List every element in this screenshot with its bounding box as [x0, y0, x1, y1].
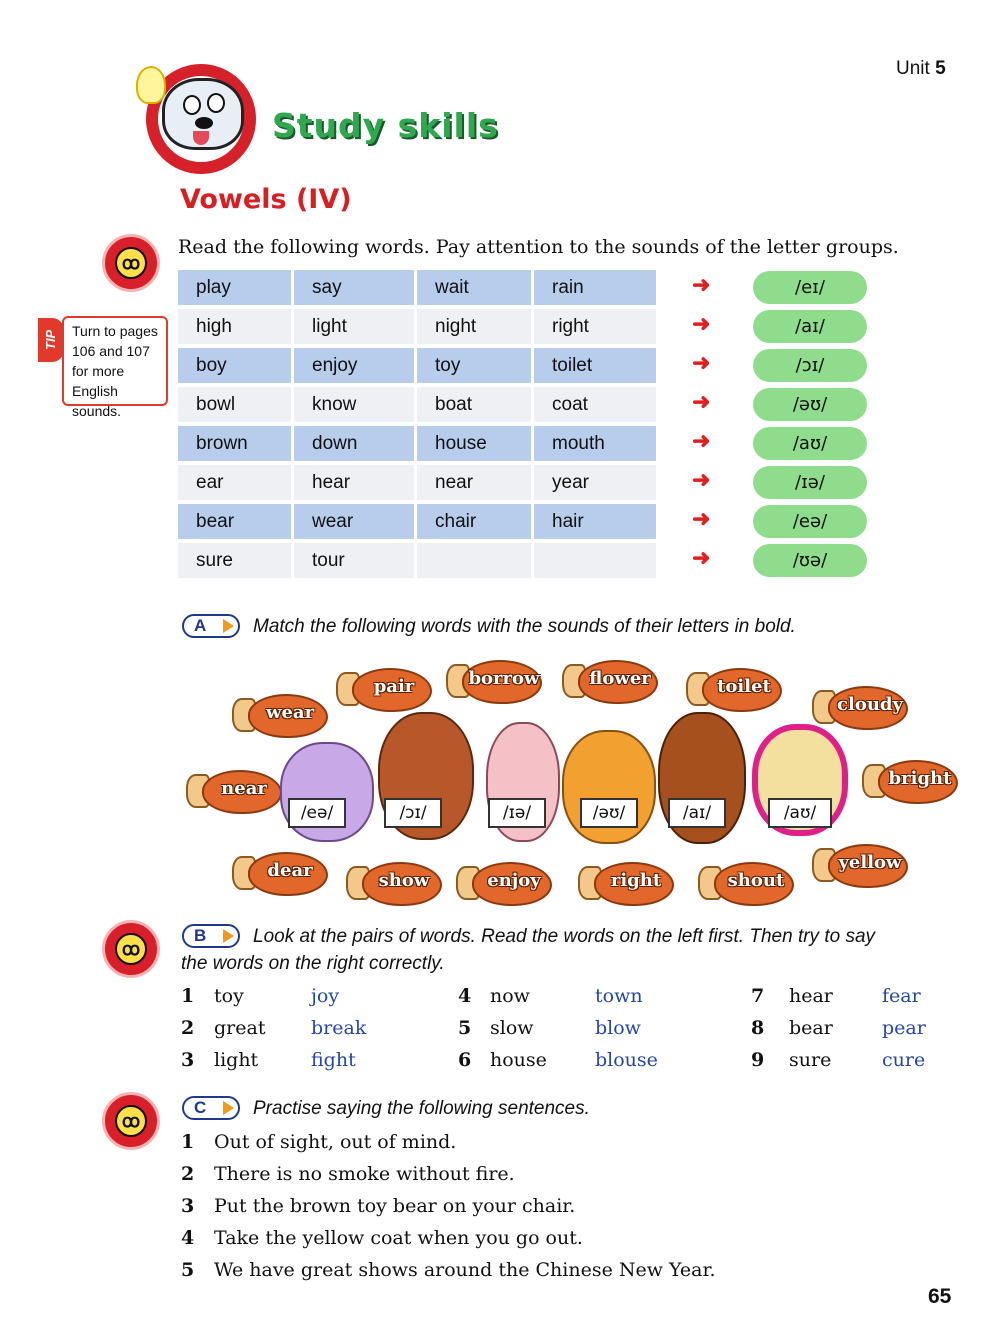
table-row: boy enjoy toy toilet ➜ /ɔɪ/ [178, 346, 656, 385]
table-row: high light night right ➜ /aɪ/ [178, 307, 656, 346]
phonetic-symbol: /ʊə/ [753, 544, 867, 577]
sentence-text: We have great shows around the Chinese New Year. [214, 1259, 716, 1281]
unit-label: Unit 5 [896, 58, 946, 79]
exercise-b-instruction: Look at the pairs of words. Read the words on the left first. Then try to say [253, 926, 876, 947]
acorn-word[interactable]: pair [336, 664, 432, 714]
sentence-number: 1 [181, 1131, 195, 1153]
table-row: sure tour ➜ /ʊə/ [178, 541, 656, 580]
sentence-number: 5 [181, 1259, 195, 1281]
exercise-c-badge: C [182, 1096, 240, 1120]
pair-number: 3 [181, 1049, 195, 1071]
acorn-word[interactable]: near [186, 766, 282, 816]
pair-number: 6 [458, 1049, 472, 1071]
sound-sign: /ɔɪ/ [384, 798, 442, 828]
lightbulb-icon [136, 66, 166, 104]
pair-right-word: fear [882, 985, 921, 1007]
acorn-word[interactable]: enjoy [456, 858, 552, 908]
arrow-icon: ➜ [692, 545, 711, 570]
pair-number: 4 [458, 985, 472, 1007]
pair-number: 7 [751, 985, 765, 1007]
sound-sign: /ɪə/ [488, 798, 546, 828]
pair-number: 9 [751, 1049, 765, 1071]
sentence-number: 3 [181, 1195, 195, 1217]
sentence-text: Take the yellow coat when you go out. [214, 1227, 583, 1249]
pair-left-word: now [490, 985, 530, 1007]
pair-left-word: bear [789, 1017, 833, 1039]
pair-left-word: toy [214, 985, 244, 1007]
arrow-icon: ➜ [692, 350, 711, 375]
sentence-text: Put the brown toy bear on your chair. [214, 1195, 576, 1217]
table-row: play say wait rain ➜ /eɪ/ [178, 268, 656, 307]
dog-mascot-icon [162, 78, 244, 150]
pair-right-word: blouse [595, 1049, 658, 1071]
table-row: ear hear near year ➜ /ɪə/ [178, 463, 656, 502]
exercise-b-badge: B [182, 924, 240, 948]
pair-right-word: break [311, 1017, 367, 1039]
pair-left-word: light [214, 1049, 259, 1071]
phonetic-symbol: /aɪ/ [753, 310, 867, 343]
acorn-word[interactable]: wear [232, 690, 328, 740]
arrow-icon: ➜ [692, 467, 711, 492]
sentence-number: 4 [181, 1227, 195, 1249]
pair-right-word: pear [882, 1017, 926, 1039]
exercise-c-instruction: Practise saying the following sentences. [253, 1098, 590, 1119]
acorn-word[interactable]: toilet [686, 664, 782, 714]
pair-number: 1 [181, 985, 195, 1007]
acorn-word[interactable]: bright [862, 756, 958, 806]
pair-right-word: joy [311, 985, 340, 1007]
phonetic-symbol: /əʊ/ [753, 388, 867, 421]
page-number: 65 [928, 1285, 952, 1308]
sentence-text: There is no smoke without fire. [214, 1163, 515, 1185]
sentence-text: Out of sight, out of mind. [214, 1131, 457, 1153]
pair-right-word: fight [311, 1049, 356, 1071]
arrow-icon: ➜ [692, 389, 711, 414]
exercise-b-instruction-cont: the words on the right correctly. [181, 953, 445, 974]
sound-sign: /eə/ [288, 798, 346, 828]
intro-text: Read the following words. Pay attention to the sounds of the letter groups. [178, 236, 899, 258]
acorn-word[interactable]: borrow [446, 656, 542, 706]
audio-icon[interactable]: ꝏ [102, 234, 160, 292]
phonetic-symbol: /ɔɪ/ [753, 349, 867, 382]
pair-left-word: sure [789, 1049, 832, 1071]
section-heading: Study skills [272, 106, 499, 145]
phonetic-symbol: /eə/ [753, 505, 867, 538]
table-row: brown down house mouth ➜ /aʊ/ [178, 424, 656, 463]
sound-sign: /aʊ/ [768, 798, 832, 828]
acorn-word[interactable]: dear [232, 848, 328, 898]
pair-number: 5 [458, 1017, 472, 1039]
acorn-word[interactable]: right [578, 858, 674, 908]
pair-left-word: slow [490, 1017, 534, 1039]
acorn-word[interactable]: cloudy [812, 682, 908, 732]
pair-left-word: house [490, 1049, 547, 1071]
pair-left-word: hear [789, 985, 833, 1007]
arrow-icon: ➜ [692, 506, 711, 531]
table-row: bowl know boat coat ➜ /əʊ/ [178, 385, 656, 424]
pair-right-word: town [595, 985, 643, 1007]
pair-left-word: great [214, 1017, 266, 1039]
acorn-word[interactable]: yellow [812, 840, 908, 890]
pair-number: 8 [751, 1017, 765, 1039]
pair-number: 2 [181, 1017, 195, 1039]
exercise-a-badge: A [182, 614, 240, 638]
audio-icon[interactable]: ꝏ [102, 920, 160, 978]
pair-right-word: cure [882, 1049, 926, 1071]
arrow-icon: ➜ [692, 311, 711, 336]
acorn-word[interactable]: flower [562, 656, 658, 706]
table-row: bear wear chair hair ➜ /eə/ [178, 502, 656, 541]
tip-box: Turn to pages 106 and 107 for more English sounds. [62, 316, 168, 406]
arrow-icon: ➜ [692, 428, 711, 453]
phonetic-symbol: /ɪə/ [753, 466, 867, 499]
phonetic-symbol: /eɪ/ [753, 271, 867, 304]
acorn-word[interactable]: shout [698, 858, 794, 908]
sound-sign: /əʊ/ [580, 798, 638, 828]
tip-tab: TIP [38, 318, 64, 362]
sentence-number: 2 [181, 1163, 195, 1185]
page-title: Vowels (IV) [180, 184, 352, 215]
sound-sign: /aɪ/ [668, 798, 726, 828]
vowel-table [178, 268, 828, 580]
exercise-a-instruction: Match the following words with the sounds of their letters in bold. [253, 616, 796, 637]
pair-right-word: blow [595, 1017, 641, 1039]
arrow-icon: ➜ [692, 272, 711, 297]
acorn-word[interactable]: show [346, 858, 442, 908]
phonetic-symbol: /aʊ/ [753, 427, 867, 460]
audio-icon[interactable]: ꝏ [102, 1092, 160, 1150]
